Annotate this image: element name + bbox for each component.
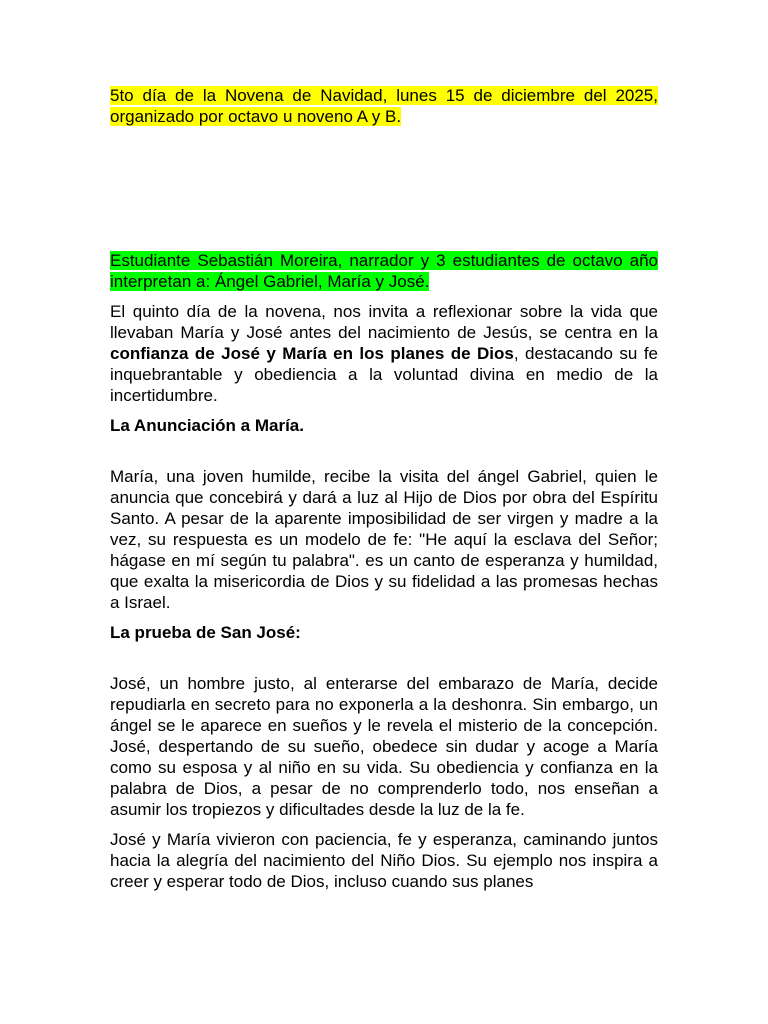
intro-text-before: El quinto día de la novena, nos invita a reflexionar sobre la vida que llevaban María y José antes del nacimiento de Jesús, se centra en la (110, 302, 658, 342)
cast-paragraph (110, 250, 658, 292)
closing-paragraph: José y María vivieron con paciencia, fe y esperanza, caminando juntos hacia la alegría del nacimiento del Niño Dios. Su ejemplo nos inspira a creer y esperar todo de Dios, incluso cuando sus planes (110, 830, 658, 891)
spacer (110, 643, 658, 673)
section-heading-anunciacion: La Anunciación a María. (110, 416, 304, 435)
intro-text-after: , destacando su fe inquebrantable y obediencia a la voluntad divina en medio de la incertidumbre. (110, 344, 658, 405)
title-paragraph (110, 85, 658, 127)
section-body-san-jose: José, un hombre justo, al enterarse del embarazo de María, decide repudiarla en secreto para no exponerla a la deshonra. Sin embargo, un ángel se le aparece en sueños y le revela el misterio de la concepción. José, despertando de su sueño, obedece sin dudar y acoge a María como su esposa y al niño en su vida. Su obediencia y confianza en la palabra de Dios, a pesar de no comprenderlo todo, nos enseñan a asumir los tropiezos y dificultades desde la luz de la fe. (110, 674, 658, 819)
document-body (110, 85, 658, 892)
spacer (110, 406, 658, 415)
spacer (110, 436, 658, 466)
title-highlight: 5to día de la Novena de Navidad, lunes 15 de diciembre del 2025, organizado por octavo u noveno A y B. (110, 86, 658, 126)
intro-paragraph (110, 301, 658, 406)
intro-bold-text: confianza de José y María en los planes de Dios (110, 344, 514, 363)
cast-highlight: Estudiante Sebastián Moreira, narrador y 3 estudiantes de octavo año interpretan a: Ángel Gabriel, María y José. (110, 251, 658, 291)
spacer (110, 613, 658, 622)
section-heading-san-jose: La prueba de San José: (110, 623, 301, 642)
section-body-anunciacion: María, una joven humilde, recibe la visita del ángel Gabriel, quien le anuncia que concebirá y dará a luz al Hijo de Dios por obra del Espíritu Santo. A pesar de la aparente imposibilidad de ser virgen y madre a la vez, su respuesta es un modelo de fe: "He aquí la esclava del Señor; hágase en mí según tu palabra". es un canto de esperanza y humildad, que exalta la misericordia de Dios y su fidelidad a las promesas hechas a Israel. (110, 467, 658, 612)
spacer (110, 292, 658, 301)
spacer (110, 127, 658, 250)
spacer (110, 820, 658, 829)
